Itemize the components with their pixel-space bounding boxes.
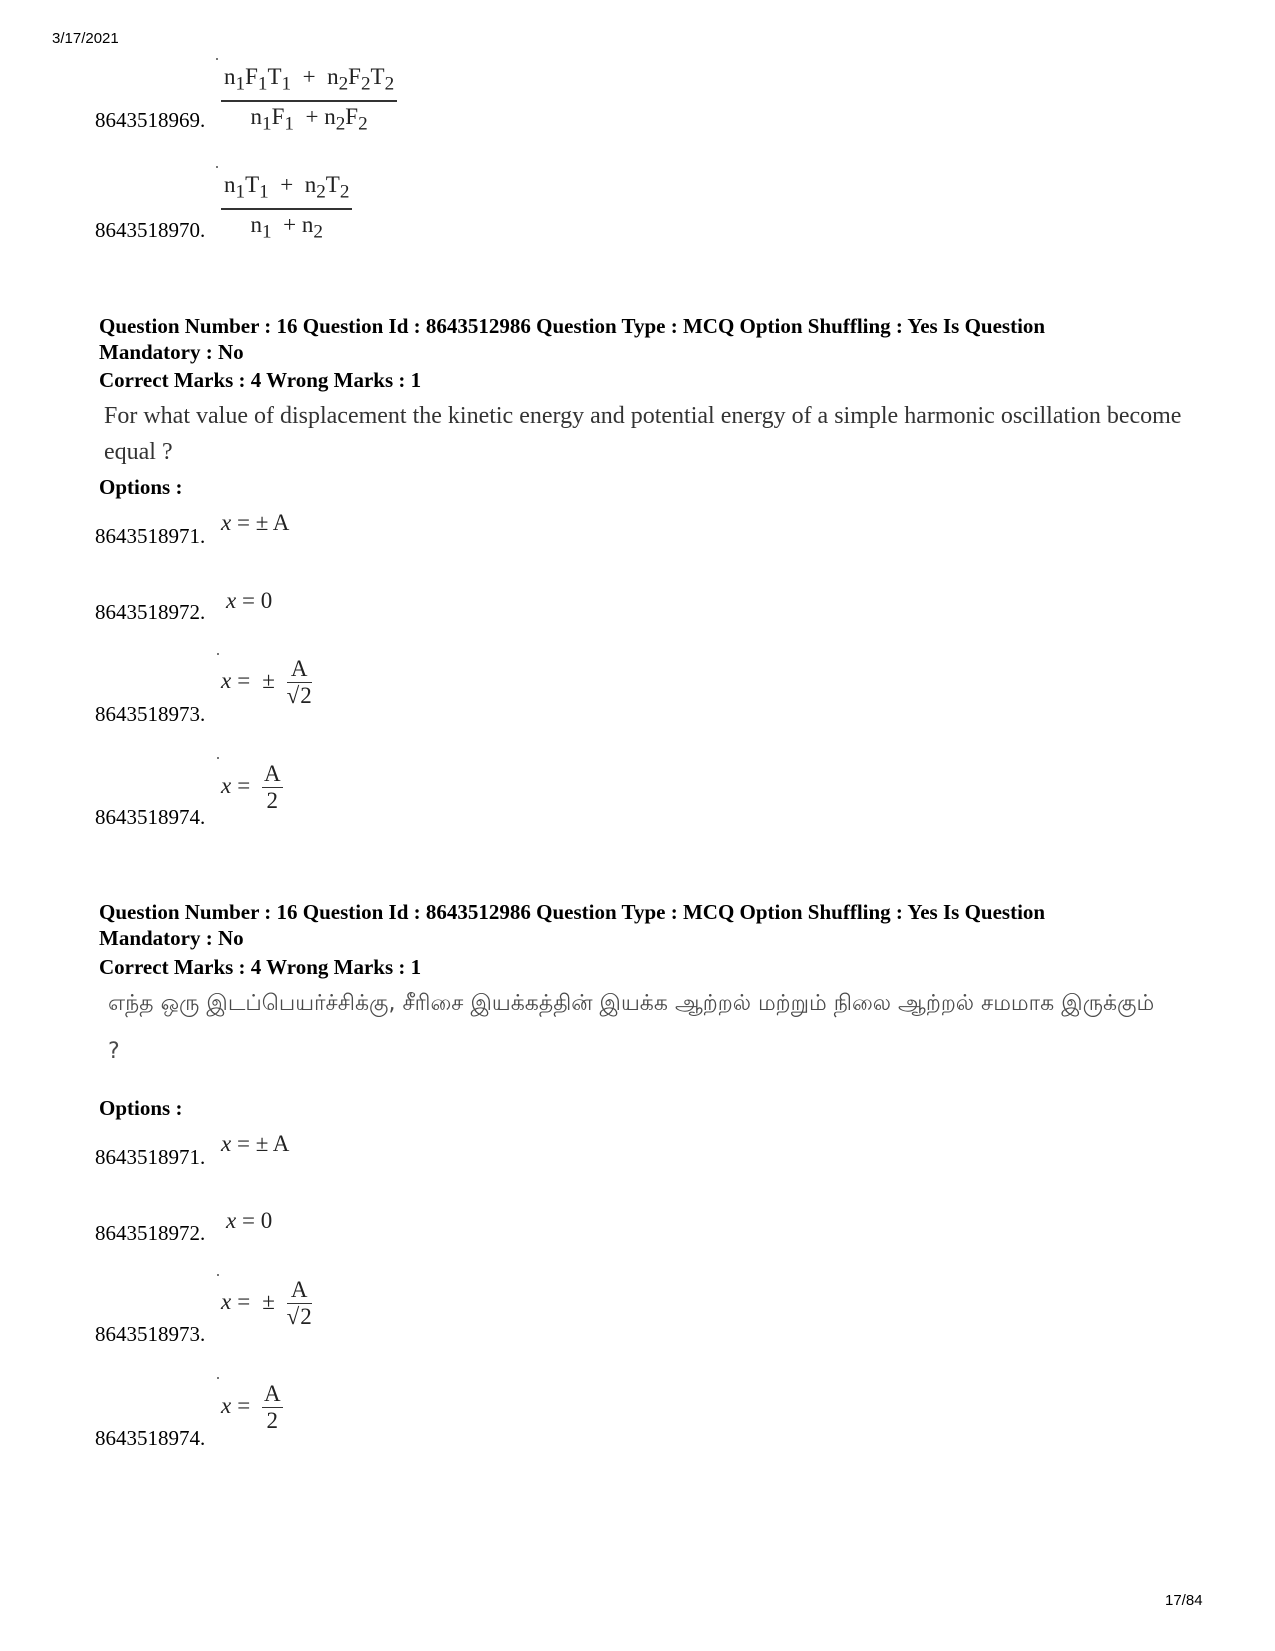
option-8643518974-formula: x = $\frac{A}{2}$ [221,1381,281,1433]
option-8643518972-formula: x = 0 [226,588,273,613]
option-8643518974-formula: x = $\frac{A}{2}$ [221,761,281,813]
question-text: For what value of displacement the kinetic energy and potential energy of a simple harmonic oscillation become equal ? [104,403,1182,465]
option-8643518971-formula: x = ± A [221,1131,290,1156]
option-id: 8643518973. [95,1322,206,1346]
option-id: 8643518971. [95,524,206,548]
option-8643518971-formula: x = ± A [221,510,290,535]
question-marks: Correct Marks : 4 Wrong Marks : 1 [99,955,422,979]
options-label: Options : [99,1096,183,1120]
question-meta: Question Number : 16 Question Id : 8643512986 Question Type : MCQ Option Shuffling : Yes Is Question Mandatory : No [99,900,1046,950]
option-id: 8643518974. [95,1426,206,1450]
options-label: Options : [99,475,183,499]
option-8643518969-formula: $\frac{n_1F_1T_1 + n_2F_2T_2}{n_1F_1 + n_2F_2}$ [221,62,397,139]
option-id: 8643518972. [95,1221,206,1245]
option-8643518973-formula: x = ± $\frac{A}{√2}$ [221,1277,312,1329]
scan-dot [217,653,219,655]
option-id: 8643518973. [95,702,206,726]
scan-dot [216,58,218,60]
scan-dot [217,1377,219,1379]
option-id: 8643518974. [95,805,206,829]
option-id: 8643518969. [95,108,206,132]
option-8643518973-formula: x = ± $\frac{A}{√2}$ [221,656,312,708]
option-8643518970-formula: $\frac{n_1T_1 + n_2T_2}{n_1 + n_2}$ [221,170,352,247]
scan-dot [217,1274,219,1276]
scan-dot [217,757,219,759]
page-number: 17/84 [1165,1592,1203,1609]
option-8643518972-formula: x = 0 [226,1208,273,1233]
question-text: எந்த ஒரு இடப்பெயர்ச்சிக்கு, சீரிசை இயக்கத்தின் இயக்க ஆற்றல் மற்றும் நிலை ஆற்றல் சமமாக இருக்கும் ? [108,991,1155,1064]
scan-dot [216,166,218,168]
option-id: 8643518972. [95,600,206,624]
question-meta: Question Number : 16 Question Id : 8643512986 Question Type : MCQ Option Shuffling : Yes Is Question Mandatory : No [99,314,1046,364]
option-id: 8643518970. [95,218,206,242]
print-date: 3/17/2021 [52,30,119,47]
option-id: 8643518971. [95,1145,206,1169]
question-marks: Correct Marks : 4 Wrong Marks : 1 [99,368,422,392]
